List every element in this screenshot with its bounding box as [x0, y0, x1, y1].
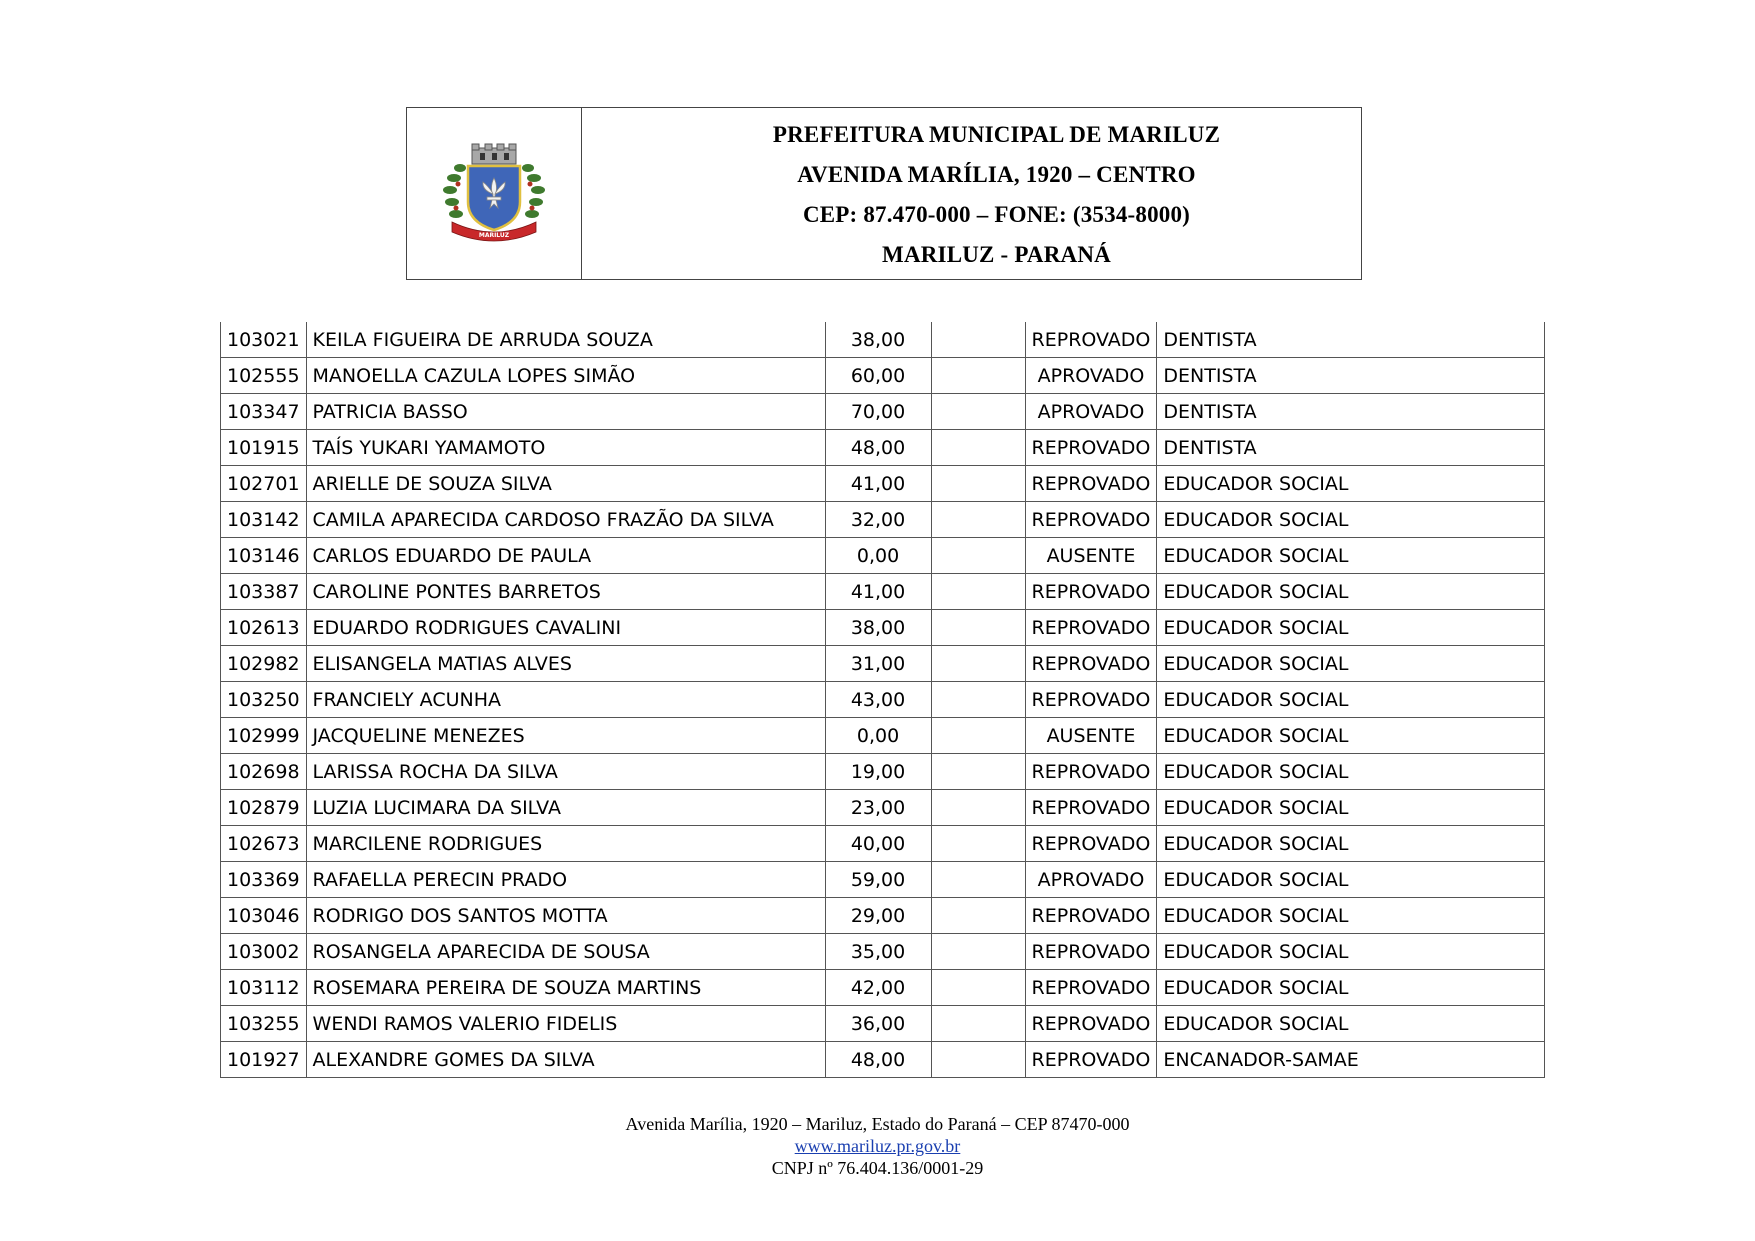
cell-candidate-id: 102698: [221, 754, 307, 790]
cell-candidate-id: 103369: [221, 862, 307, 898]
cell-position: EDUCADOR SOCIAL: [1157, 934, 1545, 970]
cell-candidate-id: 103387: [221, 574, 307, 610]
cell-status: AUSENTE: [1025, 538, 1157, 574]
cell-position: EDUCADOR SOCIAL: [1157, 538, 1545, 574]
cell-score: 0,00: [825, 538, 931, 574]
table-row: [221, 934, 1545, 970]
cell-score: 23,00: [825, 790, 931, 826]
cell-status: REPROVADO: [1025, 1006, 1157, 1042]
results-table-body: [221, 322, 1545, 1078]
cell-score: 36,00: [825, 1006, 931, 1042]
cell-candidate-id: 103112: [221, 970, 307, 1006]
cell-empty: [931, 754, 1025, 790]
cell-status: AUSENTE: [1025, 718, 1157, 754]
cell-score: 19,00: [825, 754, 931, 790]
cell-candidate-name: CARLOS EDUARDO DE PAULA: [306, 538, 825, 574]
cell-candidate-name: RAFAELLA PERECIN PRADO: [306, 862, 825, 898]
coffee-branch-right: [522, 164, 545, 218]
cell-empty: [931, 682, 1025, 718]
cell-score: 38,00: [825, 610, 931, 646]
footer-address: Avenida Marília, 1920 – Mariluz, Estado do Paraná – CEP 87470-000: [625, 1114, 1130, 1134]
cell-candidate-name: JACQUELINE MENEZES: [306, 718, 825, 754]
cell-candidate-id: 103046: [221, 898, 307, 934]
cell-candidate-id: 101927: [221, 1042, 307, 1078]
cell-status: REPROVADO: [1025, 898, 1157, 934]
cell-candidate-name: ARIELLE DE SOUZA SILVA: [306, 466, 825, 502]
cell-position: EDUCADOR SOCIAL: [1157, 682, 1545, 718]
cell-score: 29,00: [825, 898, 931, 934]
cell-position: DENTISTA: [1157, 322, 1545, 358]
cell-empty: [931, 502, 1025, 538]
cell-score: 32,00: [825, 502, 931, 538]
cell-position: DENTISTA: [1157, 394, 1545, 430]
cell-candidate-id: 103021: [221, 322, 307, 358]
cell-candidate-name: FRANCIELY ACUNHA: [306, 682, 825, 718]
cell-position: EDUCADOR SOCIAL: [1157, 466, 1545, 502]
table-row: [221, 466, 1545, 502]
table-row: [221, 502, 1545, 538]
cell-status: REPROVADO: [1025, 430, 1157, 466]
cell-candidate-id: 103347: [221, 394, 307, 430]
cell-position: DENTISTA: [1157, 430, 1545, 466]
cell-candidate-name: CAMILA APARECIDA CARDOSO FRAZÃO DA SILVA: [306, 502, 825, 538]
municipality-city-state: MARILUZ - PARANÁ: [882, 242, 1111, 268]
cell-status: REPROVADO: [1025, 646, 1157, 682]
cell-position: EDUCADOR SOCIAL: [1157, 826, 1545, 862]
cell-candidate-name: KEILA FIGUEIRA DE ARRUDA SOUZA: [306, 322, 825, 358]
cell-score: 38,00: [825, 322, 931, 358]
cell-empty: [931, 466, 1025, 502]
cell-position: DENTISTA: [1157, 358, 1545, 394]
cell-candidate-name: MANOELLA CAZULA LOPES SIMÃO: [306, 358, 825, 394]
table-row: [221, 322, 1545, 358]
cell-score: 59,00: [825, 862, 931, 898]
cell-candidate-name: ELISANGELA MATIAS ALVES: [306, 646, 825, 682]
cell-candidate-name: TAÍS YUKARI YAMAMOTO: [306, 430, 825, 466]
cell-candidate-id: 102999: [221, 718, 307, 754]
cell-position: EDUCADOR SOCIAL: [1157, 646, 1545, 682]
cell-empty: [931, 1006, 1025, 1042]
cell-status: REPROVADO: [1025, 826, 1157, 862]
cell-candidate-name: CAROLINE PONTES BARRETOS: [306, 574, 825, 610]
letterhead: [406, 107, 1362, 280]
cell-status: REPROVADO: [1025, 466, 1157, 502]
cell-status: REPROVADO: [1025, 1042, 1157, 1078]
page-footer: [0, 1113, 1755, 1179]
cell-empty: [931, 574, 1025, 610]
cell-status: REPROVADO: [1025, 970, 1157, 1006]
cell-score: 70,00: [825, 394, 931, 430]
cell-candidate-name: LARISSA ROCHA DA SILVA: [306, 754, 825, 790]
table-row: [221, 574, 1545, 610]
results-table: [220, 322, 1545, 1078]
cell-candidate-name: MARCILENE RODRIGUES: [306, 826, 825, 862]
table-row: [221, 1006, 1545, 1042]
table-row: [221, 826, 1545, 862]
cell-candidate-name: ROSEMARA PEREIRA DE SOUZA MARTINS: [306, 970, 825, 1006]
cell-empty: [931, 790, 1025, 826]
table-row: [221, 394, 1545, 430]
cell-empty: [931, 358, 1025, 394]
cell-position: EDUCADOR SOCIAL: [1157, 862, 1545, 898]
cell-empty: [931, 718, 1025, 754]
cell-position: EDUCADOR SOCIAL: [1157, 718, 1545, 754]
cell-candidate-name: ALEXANDRE GOMES DA SILVA: [306, 1042, 825, 1078]
cell-candidate-name: RODRIGO DOS SANTOS MOTTA: [306, 898, 825, 934]
table-row: [221, 430, 1545, 466]
cell-position: EDUCADOR SOCIAL: [1157, 610, 1545, 646]
mural-crown: [472, 144, 516, 164]
table-row: [221, 646, 1545, 682]
cell-score: 31,00: [825, 646, 931, 682]
cell-candidate-id: 102555: [221, 358, 307, 394]
website-link[interactable]: www.mariluz.pr.gov.br: [794, 1136, 961, 1156]
table-row: [221, 538, 1545, 574]
table-row: [221, 610, 1545, 646]
cell-status: REPROVADO: [1025, 682, 1157, 718]
letterhead-title: [582, 108, 1361, 279]
cell-candidate-id: 103255: [221, 1006, 307, 1042]
municipality-address: AVENIDA MARÍLIA, 1920 – CENTRO: [797, 161, 1196, 187]
table-row: [221, 862, 1545, 898]
cell-candidate-id: 103142: [221, 502, 307, 538]
table-row: [221, 790, 1545, 826]
coat-of-arms-logo: [438, 138, 550, 250]
municipality-cep-phone: CEP: 87.470-000 – FONE: (3534-8000): [802, 202, 1191, 228]
cell-score: 42,00: [825, 970, 931, 1006]
coat-of-arms-cell: [407, 108, 582, 279]
cell-empty: [931, 322, 1025, 358]
municipality-name: PREFEITURA MUNICIPAL DE MARILUZ: [772, 121, 1221, 147]
cell-candidate-id: 102701: [221, 466, 307, 502]
cell-empty: [931, 610, 1025, 646]
cell-candidate-id: 103002: [221, 934, 307, 970]
cell-status: REPROVADO: [1025, 754, 1157, 790]
cell-position: EDUCADOR SOCIAL: [1157, 970, 1545, 1006]
cell-status: REPROVADO: [1025, 322, 1157, 358]
cell-candidate-id: 102982: [221, 646, 307, 682]
cell-candidate-id: 102673: [221, 826, 307, 862]
cell-score: 43,00: [825, 682, 931, 718]
cell-empty: [931, 394, 1025, 430]
cell-candidate-id: 101915: [221, 430, 307, 466]
cell-score: 35,00: [825, 934, 931, 970]
cell-status: REPROVADO: [1025, 610, 1157, 646]
table-row: [221, 682, 1545, 718]
cell-status: APROVADO: [1025, 358, 1157, 394]
cell-score: 48,00: [825, 430, 931, 466]
cell-candidate-name: PATRICIA BASSO: [306, 394, 825, 430]
cell-candidate-name: ROSANGELA APARECIDA DE SOUSA: [306, 934, 825, 970]
cell-status: REPROVADO: [1025, 502, 1157, 538]
cell-status: APROVADO: [1025, 394, 1157, 430]
cell-candidate-name: WENDI RAMOS VALERIO FIDELIS: [306, 1006, 825, 1042]
cell-status: REPROVADO: [1025, 934, 1157, 970]
cell-position: EDUCADOR SOCIAL: [1157, 790, 1545, 826]
cell-position: EDUCADOR SOCIAL: [1157, 754, 1545, 790]
cell-position: EDUCADOR SOCIAL: [1157, 898, 1545, 934]
cell-status: APROVADO: [1025, 862, 1157, 898]
coffee-branch-left: [443, 164, 466, 218]
cell-empty: [931, 862, 1025, 898]
cell-position: EDUCADOR SOCIAL: [1157, 1006, 1545, 1042]
cell-candidate-name: EDUARDO RODRIGUES CAVALINI: [306, 610, 825, 646]
cell-score: 0,00: [825, 718, 931, 754]
table-row: [221, 898, 1545, 934]
cell-empty: [931, 430, 1025, 466]
cell-empty: [931, 898, 1025, 934]
cell-empty: [931, 1042, 1025, 1078]
ribbon-text: MARILUZ: [478, 231, 510, 239]
cell-score: 40,00: [825, 826, 931, 862]
cell-empty: [931, 970, 1025, 1006]
cell-candidate-id: 102879: [221, 790, 307, 826]
cell-score: 48,00: [825, 1042, 931, 1078]
cell-score: 41,00: [825, 574, 931, 610]
cell-status: REPROVADO: [1025, 574, 1157, 610]
table-row: [221, 970, 1545, 1006]
cell-score: 60,00: [825, 358, 931, 394]
cell-position: EDUCADOR SOCIAL: [1157, 574, 1545, 610]
cell-position: EDUCADOR SOCIAL: [1157, 502, 1545, 538]
cell-candidate-name: LUZIA LUCIMARA DA SILVA: [306, 790, 825, 826]
cell-empty: [931, 934, 1025, 970]
cell-candidate-id: 103146: [221, 538, 307, 574]
footer-cnpj: CNPJ nº 76.404.136/0001-29: [771, 1158, 984, 1178]
cell-empty: [931, 538, 1025, 574]
cell-candidate-id: 102613: [221, 610, 307, 646]
table-row: [221, 358, 1545, 394]
cell-candidate-id: 103250: [221, 682, 307, 718]
cell-empty: [931, 826, 1025, 862]
cell-position: ENCANADOR-SAMAE: [1157, 1042, 1545, 1078]
table-row: [221, 754, 1545, 790]
cell-status: REPROVADO: [1025, 790, 1157, 826]
cell-score: 41,00: [825, 466, 931, 502]
table-row: [221, 718, 1545, 754]
cell-empty: [931, 646, 1025, 682]
table-row: [221, 1042, 1545, 1078]
